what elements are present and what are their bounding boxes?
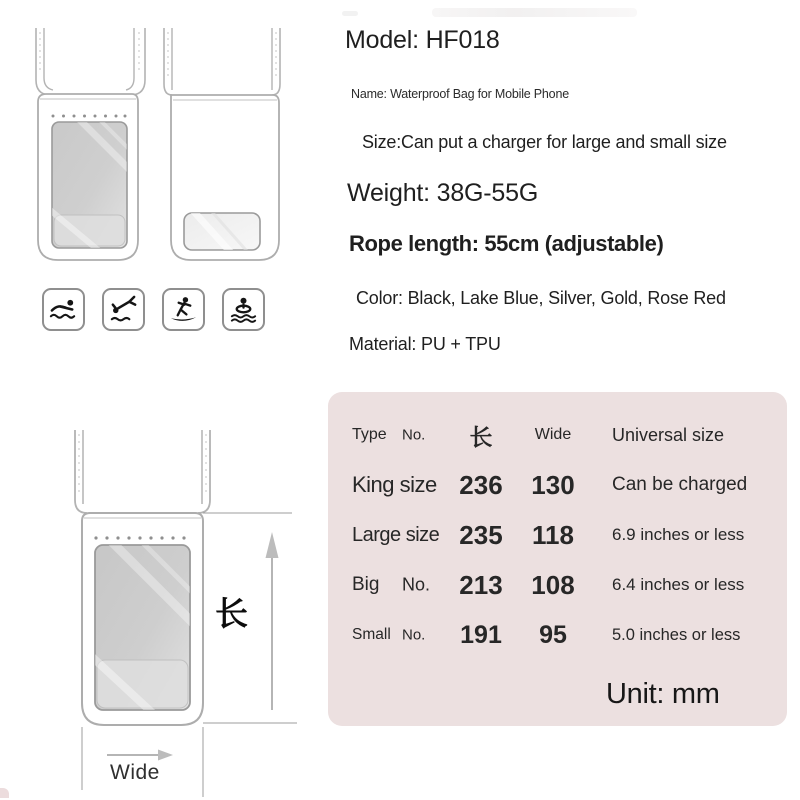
col-wide: Wide — [534, 426, 572, 443]
col-length: 长 — [469, 423, 493, 450]
col-universal: Universal size — [612, 424, 725, 445]
spec-material: Material: PU + TPU — [349, 334, 501, 354]
col-no: No. — [402, 426, 426, 444]
length-label: 长 — [215, 595, 248, 632]
spec-color: Color: Black, Lake Blue, Silver, Gold, Rose Red — [356, 288, 726, 308]
spec-size: Size:Can put a charger for large and small size — [362, 132, 727, 152]
activity-icons-row — [42, 288, 265, 331]
table-row: King size 236 130 Can be charged — [352, 469, 748, 500]
size-table — [348, 420, 772, 660]
floating-icon — [222, 288, 265, 331]
unit-label: Unit: mm — [606, 678, 720, 710]
spec-model: Model: HF018 — [345, 26, 500, 54]
size-table-panel — [328, 392, 787, 726]
artifact-speck — [0, 788, 9, 798]
artifact-smudge — [432, 8, 637, 17]
wide-label: Wide — [110, 761, 160, 784]
table-row: Large size 235 118 6.9 inches or less — [352, 519, 745, 550]
spec-name: Name: Waterproof Bag for Mobile Phone — [351, 87, 569, 101]
bag-front-view-illustration — [20, 20, 160, 270]
dimension-diagram-illustration — [60, 420, 310, 800]
col-type: Type — [352, 426, 387, 443]
table-row: Small No. 191 95 5.0 inches or less — [352, 620, 741, 649]
diving-icon — [102, 288, 145, 331]
table-row: Big No. 213 108 6.4 inches or less — [352, 569, 745, 600]
swimming-icon — [42, 288, 85, 331]
artifact-smudge — [342, 11, 358, 16]
bag-back-view-illustration — [158, 20, 288, 270]
surfing-icon — [162, 288, 205, 331]
table-header-row — [348, 420, 772, 450]
spec-weight: Weight: 38G-55G — [347, 179, 539, 207]
spec-rope-length: Rope length: 55cm (adjustable) — [349, 231, 664, 256]
